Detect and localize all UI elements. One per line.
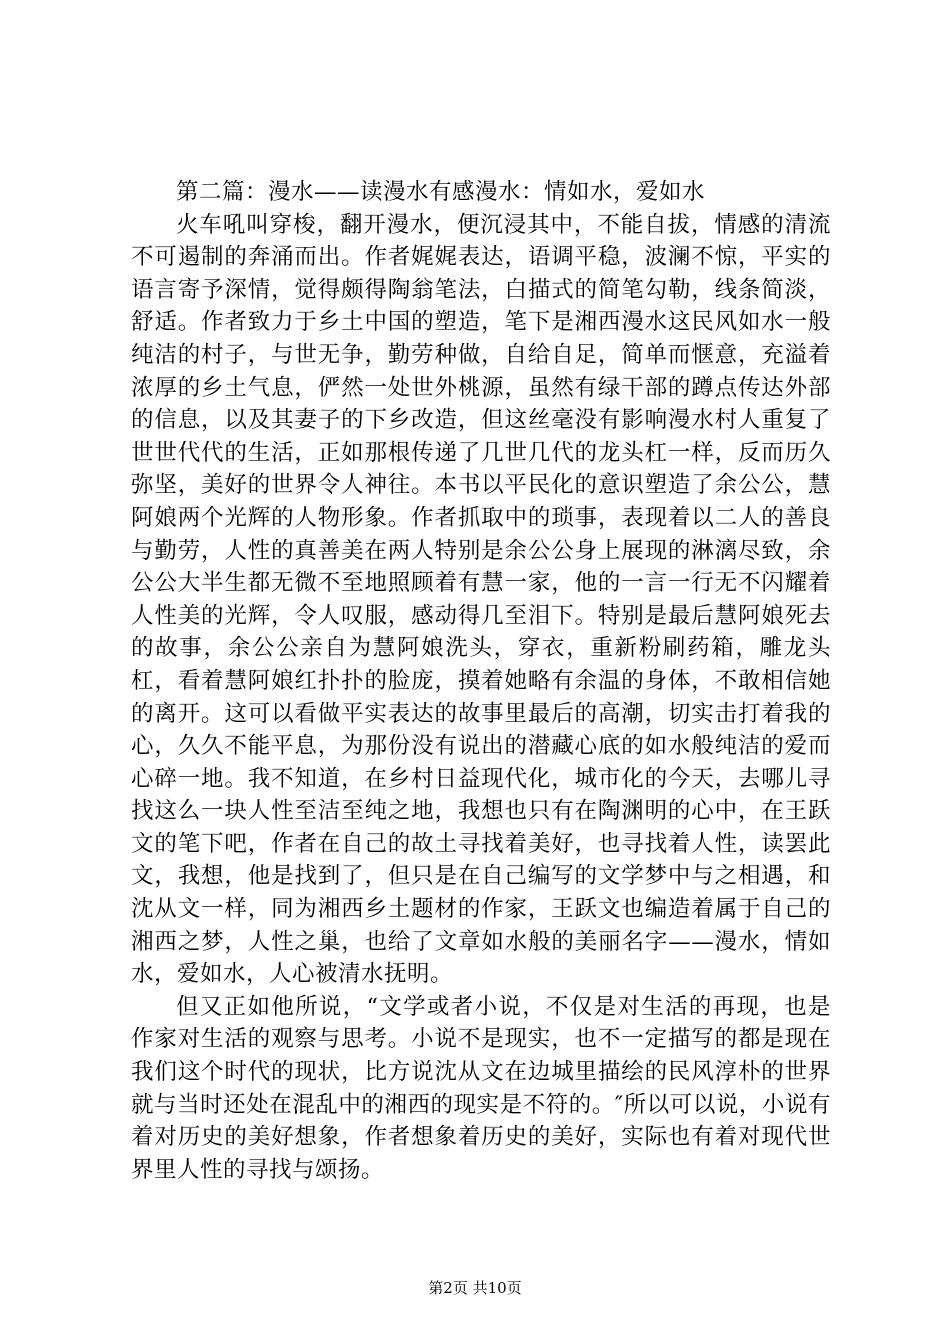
paragraph-1: 火车吼叫穿梭，翻开漫水，便沉浸其中，不能自拔，情感的清流不可遏制的奔涌而出。作者娓娓表达，语调平稳，波澜不惊，平实的语言寄予深情，觉得颇得陶翁笔法，白描式的简笔勾勒，线条简淡，舒适。作者致力于乡土中国的塑造，笔下是湘西漫水这民风如水一般纯洁的村子，与世无争，勤劳种做，自给自足，简单而惬意，充溢着浓厚的乡土气息，俨然一处世外桃源，虽然有绿干部的蹲点传达外部的信息，以及其妻子的下乡改造，但这丝毫没有影响漫水村人重复了世世代代的生活，正如那根传递了几世几代的龙头杠一样，反而历久弥坚，美好的世界令人神往。本书以平民化的意识塑造了余公公，慧阿娘两个光辉的人物形象。作者抓取中的琐事，表现着以二人的善良与勤劳，人性的真善美在两人特别是余公公身上展现的淋漓尽致，余公公大半生都无微不至地照顾着有慧一家，他的一言一行无不闪耀着人性美的光辉，令人叹服，感动得几至泪下。特别是最后慧阿娘死去的故事，余公公亲自为慧阿娘洗头，穿衣，重新粉刷药箱，雕龙头杠，看着慧阿娘红扑扑的脸庞，摸着她略有余温的身体，不敢相信她的离开。这可以看做平实表达的故事里最后的高潮，切实击打着我的心，久久不能平息，为那份没有说出的潜藏心底的如水般纯洁的爱而心碎一地。我不知道，在乡村日益现代化，城市化的今天，去哪儿寻找这么一块人性至洁至纯之地，我想也只有在陶渊明的心中，在王跃文的笔下吧，作者在自己的故土寻找着美好，也寻找着人性，读罢此文，我想，他是找到了，但只是在自己编写的文学梦中与之相遇，和沈从文一样，同为湘西乡土题材的作家，王跃文也编造着属于自己的湘西之梦，人性之巢，也给了文章如水般的美丽名字——漫水，情如水，爱如水，人心被清水抚明。 [131, 211, 831, 988]
page-indicator: 第2页 共10页 [428, 1279, 522, 1297]
paragraph-2: 但又正如他所说，“文学或者小说，不仅是对生活的再现，也是作家对生活的观察与思考。小说不是现实，也不一定描写的都是现在我们这个时代的现状，比方说沈从文在边城里描绘的民风淳朴的世界就与当时还处在混乱中的湘西的现实是不符的。″所以可以说，小说有着对历史的美好想象，作者想象着历史的美好，实际也有着对现代世界里人性的寻找与颂扬。 [131, 993, 831, 1183]
document-body [131, 176, 831, 1186]
page-footer [0, 1278, 950, 1298]
document-title: 第二篇：漫水——读漫水有感漫水：情如水，爱如水 [176, 179, 706, 205]
